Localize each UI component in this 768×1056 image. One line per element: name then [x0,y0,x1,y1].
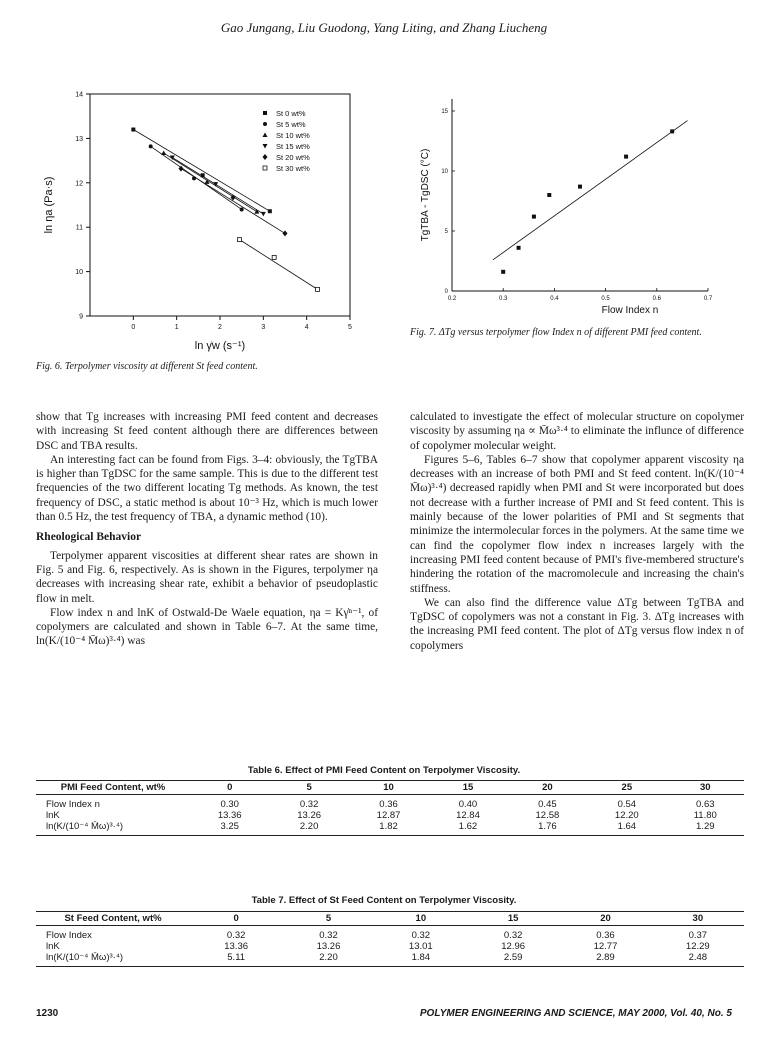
column-header: St Feed Content, wt% [64,913,162,924]
y-tick-label: 10 [75,269,83,277]
section-heading: Rheological Behavior [36,531,142,544]
table-cell: ln(K/(10⁻⁴ M̄ω)³·⁴) [46,952,124,963]
data-point [532,215,536,219]
page-number: 1230 [36,1008,59,1019]
column-header: 0 [233,913,239,924]
legend-label: St 20 wt% [276,153,310,162]
figure-7-chart [408,95,738,325]
data-point [161,151,166,156]
table-cell: 0.32 [299,799,319,810]
data-point [517,246,521,250]
table-cell: ln(K/(10⁻⁴ M̄ω)³·⁴) [46,821,124,832]
column-header: 0 [227,782,233,793]
table-row [36,821,744,836]
y-tick-label: 13 [75,135,83,143]
x-tick-label: 2 [218,324,222,331]
table-cell: 2.59 [503,952,523,963]
table-cell: 0.63 [696,799,715,810]
running-header: Gao Jungang, Liu Guodong, Yang Liting, and Zhang Liucheng [220,20,548,35]
series-line [164,153,257,212]
table-cell: 1.64 [617,821,637,832]
table-cell: 0.54 [617,799,637,810]
table-cell: 1.62 [458,821,478,832]
data-point [263,166,267,170]
journal-footer: POLYMER ENGINEERING AND SCIENCE, MAY 2000, Vol. 40, No. 5 [419,1008,732,1019]
y-tick-label: 5 [444,229,448,235]
table-6 [36,780,744,836]
y-tick-label: 9 [79,313,83,321]
data-point [263,111,267,115]
x-tick-label: 0 [131,324,136,331]
figure-6-caption: Fig. 6. Terpolymer viscosity at different St feed content. [36,361,258,372]
x-tick-label: 1 [174,324,179,331]
table-cell: 1.76 [538,821,557,832]
series-line [181,169,285,234]
table-cell: 0.32 [319,930,338,941]
y-tick-label: 12 [75,180,83,188]
column-header: 20 [600,913,611,924]
series-line [240,240,318,290]
paragraph: Figures 5–6, Tables 6–7 show that copolymer apparent viscosity ηa decreases with an increase of both PMI and St feed content. ln(K/(10⁻⁴ M̄ω)³·⁴) decreased rapidly when PMI and St were incorporated but does not decrease with a further increase of PMI and St feed content. This is mainly because of the lower polarities of PMI and St segments that minimize the intermolecular forces in the polymers. At the same time we can find the copolymer flow index n increases largely with the increasing PMI feed content because of PMI's five-membered structure's hindering the rotation of the macromolecule and increasing the chain's stiffness. [410,453,744,595]
series-line [133,130,270,212]
y-tick-label: 11 [75,224,83,232]
data-point [263,144,268,149]
data-point [238,238,242,242]
paragraph: Terpolymer apparent viscosities at different shear rates are shown in Fig. 5 and Fig. 6, respectively. As is shown in the Figures, terpolymer ηa decreases with increasing shear rate, exhibit a behavior of pseudoplastic flow in melt. [36,549,378,605]
column-header: PMI Feed Content, wt% [60,782,166,793]
column-header: 15 [462,782,474,793]
table-cell: 13.36 [217,810,242,821]
data-point [263,133,268,138]
y-tick-label: 10 [441,169,448,175]
table-cell: 12.58 [535,810,560,821]
right-column [410,410,744,653]
y-tick-label: 14 [75,91,83,99]
table-cell: 11.80 [693,810,717,821]
data-point [670,129,674,133]
data-point [149,144,153,148]
table-cell: 0.30 [220,799,239,810]
legend-label: St 5 wt% [276,120,306,129]
data-point [501,270,505,274]
data-point [263,154,268,160]
table-row [36,952,744,967]
figure-7-caption: Fig. 7. ΔTg versus terpolymer flow Index n of different PMI feed content. [410,327,702,338]
column-header: 30 [692,913,704,924]
table-row [36,926,744,942]
table-cell: lnK [46,810,60,821]
column-header: 5 [325,913,332,924]
table-cell: 12.96 [501,941,526,952]
data-point [316,287,320,291]
data-point [578,185,582,189]
column-header: 15 [507,913,519,924]
column-header: 30 [699,782,711,793]
table-cell: 1.29 [696,821,715,832]
table-cell: lnK [46,941,60,952]
table-cell: 12.20 [614,810,639,821]
table-cell: 1.84 [411,952,431,963]
data-point [547,193,551,197]
data-point [283,230,288,236]
y-tick-label: 15 [441,109,448,115]
table-cell: 2.20 [299,821,319,832]
legend-label: St 0 wt% [276,109,306,118]
x-tick-label: 0.5 [601,296,610,302]
column-header: 20 [542,782,553,793]
table-cell: 12.87 [376,810,401,821]
data-point [268,209,272,213]
table-cell: 5.11 [227,952,246,963]
table-cell: 0.40 [458,799,478,810]
x-tick-label: 0.2 [447,296,457,302]
table-cell: Flow Index n [46,799,100,810]
table-cell: 2.89 [596,952,615,963]
paragraph: Flow index n and lnK of Ostwald-De Waele equation, ηa = Kγ̇ⁿ⁻¹, of copolymers are calculated and shown in Table 6–7. At the same time, ln(K/(10⁻⁴ M̄ω)³·⁴) was [36,606,378,648]
paragraph: show that Tg increases with increasing PMI feed content and decreases with increasing St feed content although there are differences between DSC and TBA results. [36,411,378,452]
table-cell: 13.26 [316,941,341,952]
column-header: 25 [621,782,633,793]
table-7 [36,911,744,967]
table-7-title: Table 7. Effect of St Feed Content on Terpolymer Viscosity. [251,895,517,906]
x-tick-label: 0.7 [703,296,713,302]
table-row [36,810,744,821]
table-cell: 0.45 [538,799,557,810]
plot-frame [90,94,350,316]
x-tick-label: 5 [348,324,352,331]
table-cell: 0.37 [688,930,708,941]
left-column [36,410,378,649]
y-tick-label: 0 [444,289,448,295]
paragraph: We can also find the difference value ΔTg between TgTBA and TgDSC of copolymers was not a constant in Fig. 3. ΔTg increases with the increasing PMI feed content. The plot of ΔTg versus flow index n of copolymers [410,596,744,652]
data-point [272,255,276,259]
y-axis-label: ln ηa (Pa·s) [43,176,55,234]
x-tick-label: 0.4 [550,296,559,302]
paragraph: An interesting fact can be found from Figs. 3–4: obviously, the TgTBA is higher than TgDSC for the same sample. This is due to the different test frequencies of the two different locating Tg methods. As known, the test frequency of DSC, a static method is about 10⁻³ Hz, which is much lower than 0.5 Hz, the test frequency of TBA, a dynamic method (10). [36,453,378,524]
column-header: 10 [415,913,427,924]
data-point [263,122,267,126]
series-line [172,157,263,213]
table-cell: Flow Index [46,930,92,941]
legend-label: St 30 wt% [276,164,310,173]
table-cell: 2.48 [688,952,708,963]
table-cell: 0.36 [596,930,615,941]
table-cell: 0.36 [379,799,398,810]
data-point [131,128,135,132]
data-point [240,207,244,211]
table-cell: 13.26 [297,810,322,821]
table-row [36,795,744,811]
fit-line [493,121,688,260]
x-tick-label: 0.3 [499,296,508,302]
x-axis-label: Flow Index n [601,305,659,316]
table-cell: 13.36 [224,941,249,952]
x-tick-label: 0.6 [652,296,661,302]
table-cell: 2.20 [319,952,338,963]
y-axis-label: TgTBA - TgDSC (°C) [420,148,431,242]
x-tick-label: 3 [261,324,266,331]
legend-label: St 10 wt% [276,131,310,140]
table-row [36,941,744,952]
table-cell: 0.32 [226,930,246,941]
table-cell: 13.01 [408,941,433,952]
table-cell: 0.32 [411,930,431,941]
table-cell: 3.25 [220,821,239,832]
table-cell: 12.77 [593,941,618,952]
data-point [624,155,628,159]
x-axis-label: ln γ̇w (s⁻¹) [194,340,246,352]
column-header: 10 [383,782,394,793]
table-6-title: Table 6. Effect of PMI Feed Content on Terpolymer Viscosity. [247,765,521,776]
table-cell: 0.32 [503,930,523,941]
data-point [261,212,266,217]
figure-6-chart [30,90,370,355]
table-cell: 1.82 [379,821,398,832]
table-cell: 12.84 [456,810,480,821]
table-cell: 12.29 [685,941,710,952]
column-header: 5 [306,782,312,793]
legend-label: St 15 wt% [276,142,310,151]
paragraph: calculated to investigate the effect of molecular structure on copolymer viscosity by assuming ηa ∝ M̄ω³·⁴ to eliminate the influnce of difference of copolymer molecular weight. [410,411,744,452]
x-tick-label: 4 [304,324,309,331]
